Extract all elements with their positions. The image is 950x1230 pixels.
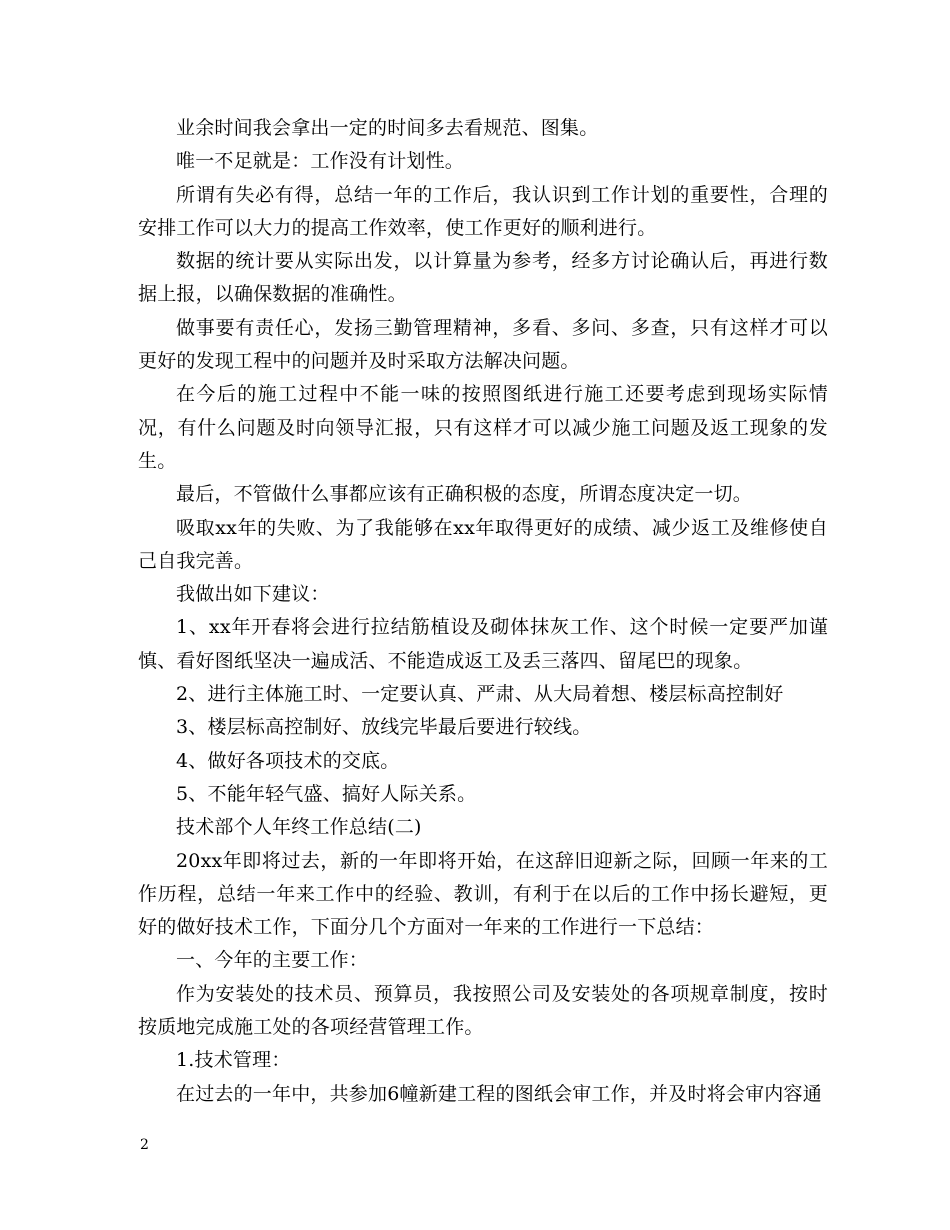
list-item: 4、做好各项技术的交底。: [176, 749, 400, 772]
page-number: 2: [140, 1137, 149, 1153]
paragraph: 作为安装处的技术员、预算员，我按照公司及安装处的各项规章制度，按时按质地完成施工处的各项经营管理工作。: [138, 982, 828, 1039]
document-body: [138, 112, 828, 1111]
paragraph: 20xx年即将过去，新的一年即将开始，在这辞旧迎新之际，回顾一年来的工作历程，总结一年来工作中的经验、教训，有利于在以后的工作中扬长避短，更好的做好技术工作，下面分几个方面对一年来的工作进行一下总结：: [138, 849, 828, 939]
subsection-heading: 1.技术管理：: [176, 1049, 291, 1072]
paragraph: 在今后的施工过程中不能一味的按照图纸进行施工还要考虑到现场实际情况，有什么问题及时向领导汇报，只有这样才可以减少施工问题及返工现象的发生。: [138, 383, 828, 472]
section-title: 技术部个人年终工作总结(二): [176, 816, 422, 839]
section-heading: 一、今年的主要工作：: [176, 949, 369, 972]
list-item: 3、楼层标高控制好、放线完毕最后要进行较线。: [176, 716, 592, 739]
paragraph: 在过去的一年中，共参加6幢新建工程的图纸会审工作，并及时将会审内容通: [176, 1082, 822, 1105]
paragraph: 数据的统计要从实际出发，以计算量为参考，经多方讨论确认后，再进行数据上报，以确保数据的准确性。: [138, 250, 828, 306]
list-item: 5、不能年轻气盛、搞好人际关系。: [176, 782, 477, 805]
paragraph: 最后，不管做什么事都应该有正确积极的态度，所谓态度决定一切。: [176, 483, 753, 506]
list-item: 2、进行主体施工时、一定要认真、严肃、从大局着想、楼层标高控制好: [176, 683, 784, 706]
paragraph: 所谓有失必有得，总结一年的工作后，我认识到工作计划的重要性，合理的安排工作可以大力的提高工作效率，使工作更好的顺利进行。: [138, 183, 828, 239]
paragraph: 吸取xx年的失败、为了我能够在xx年取得更好的成绩、减少返工及维修使自己自我完善。: [138, 516, 828, 572]
paragraph: 唯一不足就是：工作没有计划性。: [176, 150, 465, 173]
paragraph: 做事要有责任心，发扬三勤管理精神，多看、多问、多查，只有这样才可以更好的发现工程中的问题并及时采取方法解决问题。: [138, 316, 828, 373]
paragraph: 业余时间我会拿出一定的时间多去看规范、图集。: [176, 117, 599, 139]
paragraph: 我做出如下建议：: [176, 583, 330, 606]
list-item: 1、xx年开春将会进行拉结筋植设及砌体抹灰工作、这个时候一定要严加谨慎、看好图纸坚决一遍成活、不能造成返工及丢三落四、留尾巴的现象。: [138, 616, 828, 672]
